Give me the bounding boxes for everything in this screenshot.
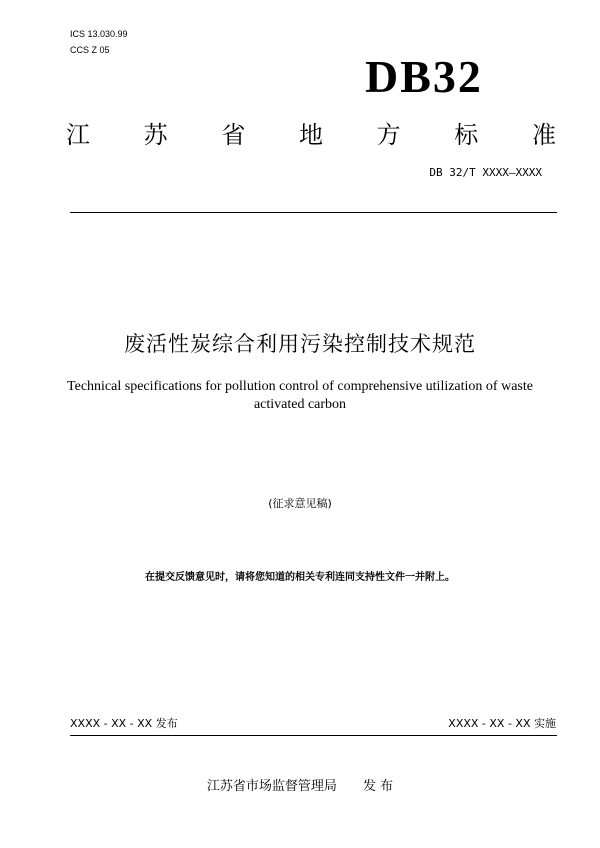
ics-code: ICS 13.030.99 [70,29,128,39]
patent-notice: 在提交反馈意见时，请将您知道的相关专利连同支持性文件一并附上。 [145,572,455,583]
top-divider [70,212,557,213]
standard-type-char: 苏 [143,121,168,149]
standard-type-char: 省 [221,121,246,149]
ccs-code: CCS Z 05 [70,45,110,55]
title-english: Technical specifications for pollution control of comprehensive utilization of waste activated carbon [67,379,533,412]
implement-date: XXXX - XX - XX 实施 [448,717,556,730]
standard-type-char: 准 [531,121,556,149]
draft-label: (征求意见稿) [268,497,332,510]
issuer-line [0,775,600,794]
standard-type-char: 江 [66,121,90,149]
standard-type-char: 方 [376,121,401,149]
title-chinese: 废活性炭综合利用污染控制技术规范 [124,332,476,356]
standard-type-heading [66,115,556,150]
db-logo: DB32 [365,51,483,102]
issuer-action: 发 布 [362,779,394,794]
issuer-name: 江苏省市场监督管理局 [206,779,337,794]
publish-date: XXXX - XX - XX 发布 [70,717,178,730]
bottom-divider [70,735,557,736]
standard-type-char: 标 [454,121,479,149]
standard-code: DB 32/T XXXX—XXXX [429,166,542,179]
standard-type-char: 地 [298,121,323,149]
